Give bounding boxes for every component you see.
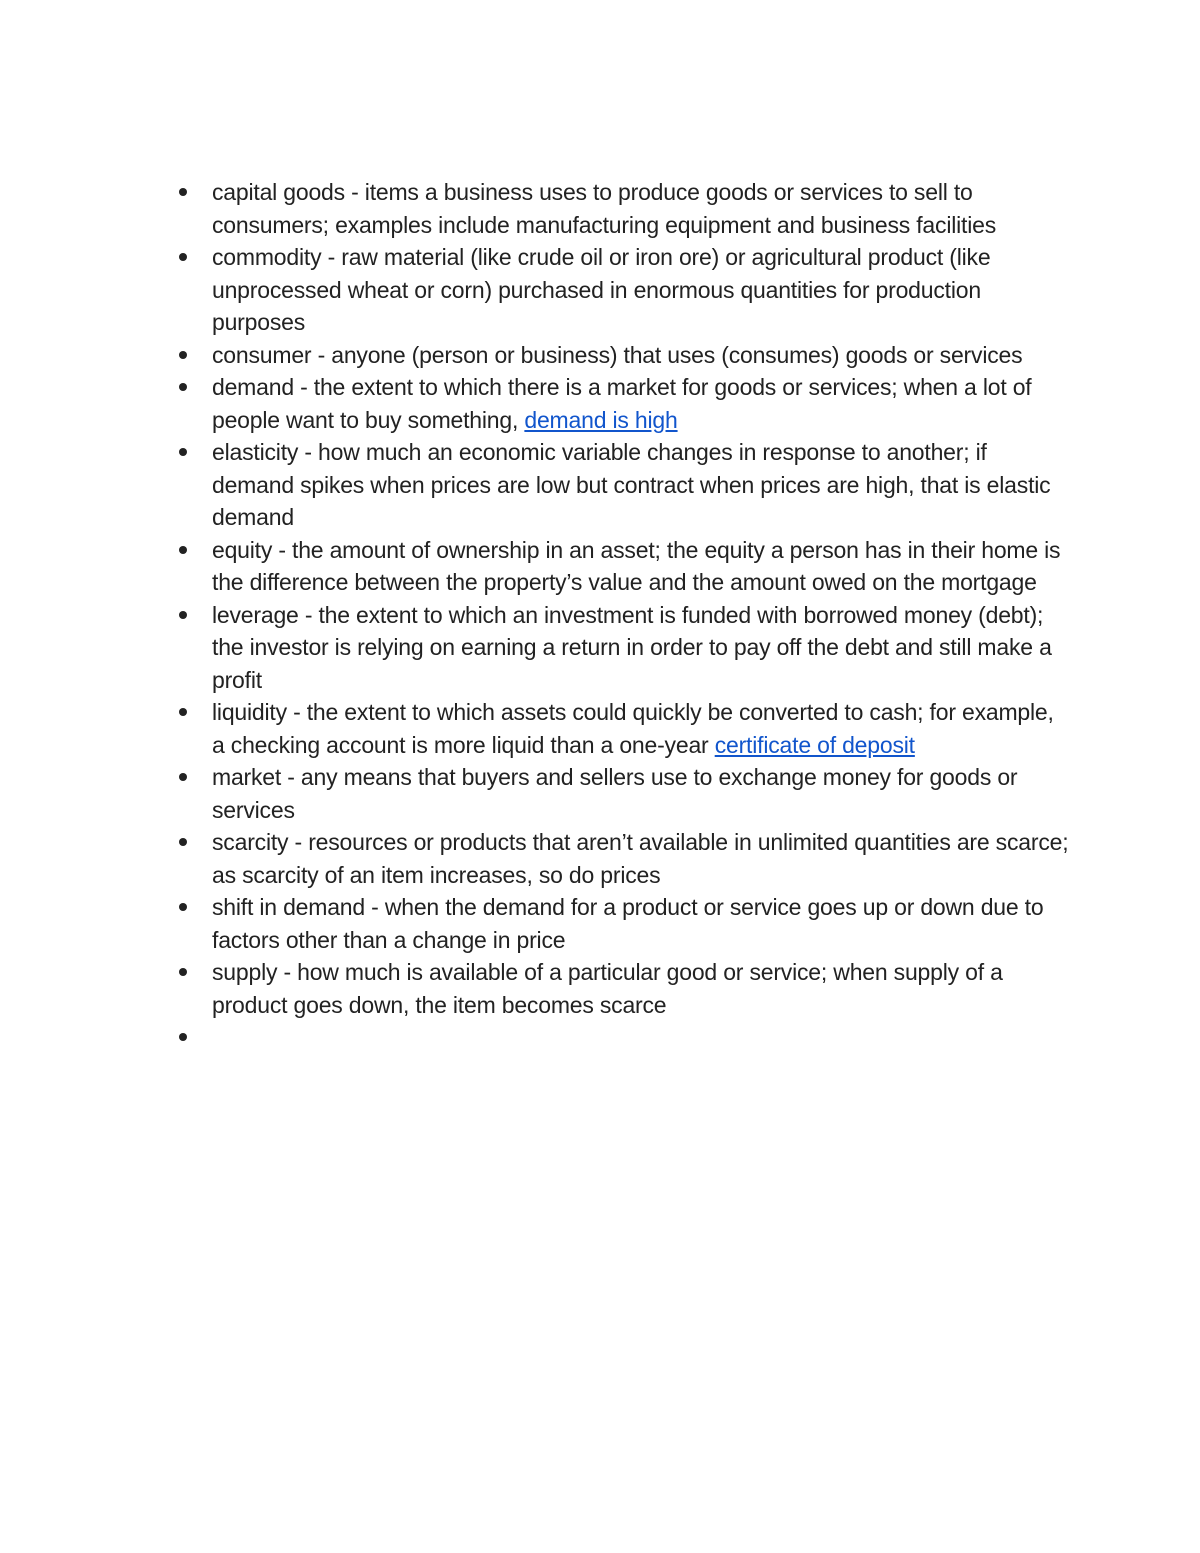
- list-item: [212, 826, 1072, 891]
- list-item: [212, 761, 1072, 826]
- list-item-text: liquidity - the extent to which assets could quickly be converted to cash; for example, a checking account is more liquid than a one-year: [212, 699, 1054, 758]
- list-item-text: leverage - the extent to which an investment is funded with borrowed money (debt); the investor is relying on earning a return in order to pay off the debt and still make a profit: [212, 601, 1052, 693]
- bullet-icon: [179, 611, 187, 619]
- list-item: [212, 956, 1072, 1021]
- list-item: [212, 696, 1072, 761]
- bullet-icon: [179, 448, 187, 456]
- list-item: [212, 599, 1072, 697]
- bullet-icon: [179, 546, 187, 554]
- list-item-text: equity - the amount of ownership in an asset; the equity a person has in their home is the difference between the property’s value and the amount owed on the mortgage: [212, 536, 1061, 595]
- list-item: [212, 371, 1072, 436]
- bullet-icon: [179, 838, 187, 846]
- list-item-text: consumer - anyone (person or business) that uses (consumes) goods or services: [212, 341, 1023, 368]
- list-item-text: capital goods - items a business uses to produce goods or services to sell to consumers; examples include manufacturing equipment and business facilities: [212, 179, 997, 238]
- bullet-icon: [179, 1033, 187, 1041]
- list-item-text: demand - the extent to which there is a market for goods or services; when a lot of people want to buy something,: [212, 374, 1032, 433]
- bullet-icon: [179, 188, 187, 196]
- demand-is-high-link[interactable]: demand is high: [524, 406, 678, 433]
- bullet-icon: [179, 773, 187, 781]
- list-item: [212, 339, 1072, 372]
- bullet-icon: [179, 351, 187, 359]
- bullet-icon: [179, 968, 187, 976]
- list-item-text: market - any means that buyers and sellers use to exchange money for goods or services: [212, 764, 1018, 823]
- bullet-icon: [179, 383, 187, 391]
- list-item: [212, 176, 1072, 241]
- empty-list-item: [212, 1021, 1072, 1054]
- list-item: [212, 436, 1072, 534]
- list-item: [212, 241, 1072, 339]
- bullet-icon: [179, 253, 187, 261]
- certificate-of-deposit-link[interactable]: certificate of deposit: [714, 731, 915, 758]
- list-item: [212, 891, 1072, 956]
- bullet-icon: [179, 903, 187, 911]
- bullet-icon: [179, 708, 187, 716]
- glossary-list: [212, 176, 1072, 1054]
- list-item-text: scarcity - resources or products that aren’t available in unlimited quantities are scarce; as scarcity of an item increases, so do prices: [212, 829, 1069, 888]
- list-item-text: elasticity - how much an economic variable changes in response to another; if demand spikes when prices are low but contract when prices are high, that is elastic demand: [212, 439, 1051, 530]
- list-item-text: supply - how much is available of a particular good or service; when supply of a product goes down, the item becomes scarce: [212, 959, 1003, 1018]
- list-item: [212, 534, 1072, 599]
- list-item-text: shift in demand - when the demand for a product or service goes up or down due to factors other than a change in price: [212, 894, 1044, 953]
- list-item-text: commodity - raw material (like crude oil or iron ore) or agricultural product (like unprocessed wheat or corn) purchased in enormous quantities for production purposes: [212, 244, 991, 335]
